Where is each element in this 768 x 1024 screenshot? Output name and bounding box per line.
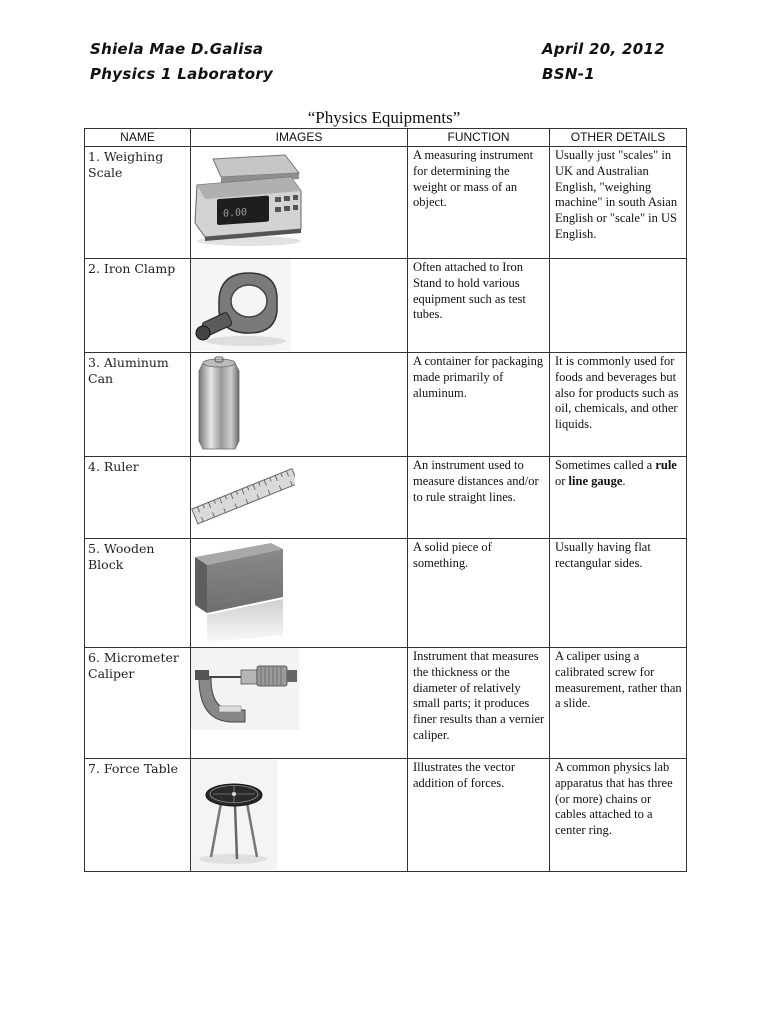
equipment-image-cell — [191, 539, 408, 648]
course-name: Physics 1 Laboratory — [90, 65, 274, 83]
column-header-other-details: OTHER DETAILS — [550, 129, 687, 147]
equipment-details: A common physics lab apparatus that has three (or more) chains or cables attached to a center ring. — [550, 759, 687, 872]
equipment-table — [84, 128, 687, 872]
equipment-function: Instrument that measures the thickness or the diameter of relatively small parts; it produces finer results than a vernier caliper. — [408, 648, 550, 759]
equipment-name: 6. Micrometer Caliper — [85, 648, 191, 759]
author-name: Shiela Mae D.Galisa — [90, 40, 264, 58]
weighing-scale-image — [191, 147, 407, 247]
equipment-image-cell — [191, 259, 408, 353]
details-term-line-gauge: line gauge — [568, 473, 623, 488]
equipment-details: Usually just "scales" in UK and Australian English, "weighing machine" in south Asian English or "scale" in US English. — [550, 147, 687, 259]
equipment-image-cell — [191, 353, 408, 457]
column-header-name: NAME — [85, 129, 191, 147]
equipment-details: A caliper using a calibrated screw for measurement, rather than a slide. — [550, 648, 687, 759]
equipment-image-cell — [191, 147, 408, 259]
wooden-block-image — [191, 539, 407, 645]
equipment-details: It is commonly used for foods and beverages but also for products such as oil, chemicals, and other liquids. — [550, 353, 687, 457]
equipment-image-cell — [191, 759, 408, 872]
table-row — [85, 759, 687, 872]
table-row — [85, 539, 687, 648]
equipment-function: An instrument used to measure distances and/or to rule straight lines. — [408, 457, 550, 539]
table-header-row — [85, 129, 687, 147]
equipment-details — [550, 259, 687, 353]
equipment-function: A solid piece of something. — [408, 539, 550, 648]
details-text: Sometimes called a — [555, 458, 656, 472]
class-section: BSN-1 — [542, 65, 595, 83]
equipment-details — [550, 457, 687, 539]
equipment-function: Often attached to Iron Stand to hold various equipment such as test tubes. — [408, 259, 550, 353]
equipment-image-cell — [191, 648, 408, 759]
table-row — [85, 648, 687, 759]
equipment-name: 7. Force Table — [85, 759, 191, 872]
equipment-name: 1. Weighing Scale — [85, 147, 191, 259]
details-term-rule: rule — [655, 458, 677, 472]
iron-clamp-image — [191, 259, 407, 351]
table-row — [85, 353, 687, 457]
equipment-name: 2. Iron Clamp — [85, 259, 191, 353]
details-text: or — [555, 473, 569, 488]
equipment-details: Usually having flat rectangular sides. — [550, 539, 687, 648]
report-date: April 20, 2012 — [542, 40, 665, 58]
table-row — [85, 259, 687, 353]
document-title: “Physics Equipments” — [307, 108, 461, 127]
scale-display-text: 0.00 — [223, 207, 248, 220]
table-row — [85, 147, 687, 259]
aluminum-can-image — [191, 353, 407, 453]
equipment-function: Illustrates the vector addition of forces. — [408, 759, 550, 872]
details-text: . — [622, 473, 626, 488]
equipment-name: 5. Wooden Block — [85, 539, 191, 648]
column-header-images: IMAGES — [191, 129, 408, 147]
ruler-image — [191, 457, 407, 537]
equipment-name: 4. Ruler — [85, 457, 191, 539]
equipment-name: 3. Aluminum Can — [85, 353, 191, 457]
micrometer-caliper-image — [191, 648, 407, 730]
equipment-function: A measuring instrument for determining the weight or mass of an object. — [408, 147, 550, 259]
table-row — [85, 457, 687, 539]
equipment-image-cell — [191, 457, 408, 539]
force-table-image — [191, 759, 407, 870]
column-header-function: FUNCTION — [408, 129, 550, 147]
equipment-function: A container for packaging made primarily of aluminum. — [408, 353, 550, 457]
